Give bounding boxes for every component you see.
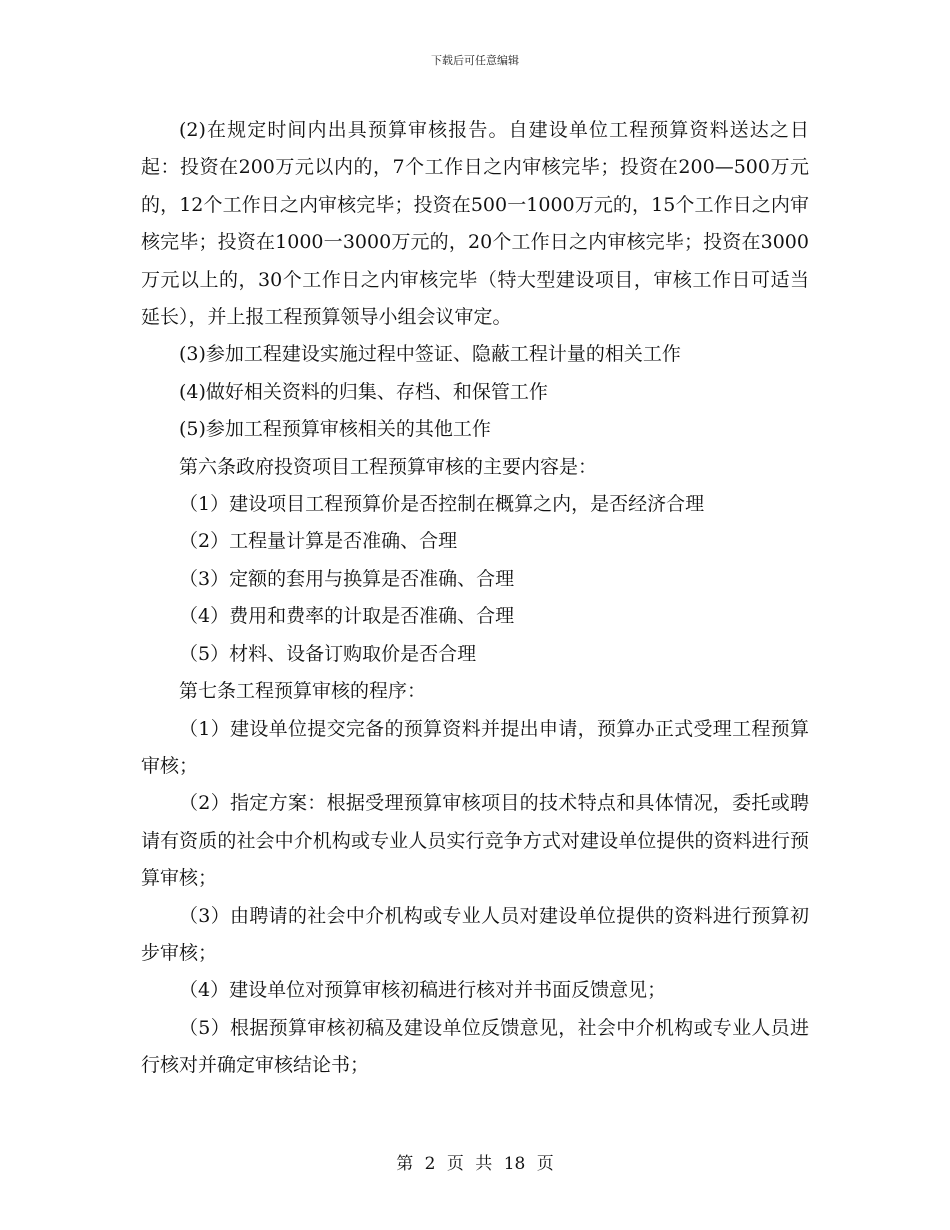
paragraph-review-deadline: (2)在规定时间内出具预算审核报告。自建设单位工程预算资料送达之日起：投资在200万元以内的，7个工作日之内审核完毕；投资在200—500万元的，12个工作日之内审核完毕；投资在500一1000万元的，15个工作日之内审核完毕；投资在1000一3000万元的，20个工作日之内审核完毕；投资在3000万元以上的，30个工作日之内审核完毕（特大型建设项目，审核工作日可适当延长），并上报工程预算领导小组会议审定。 bbox=[141, 119, 809, 329]
article-seven-item-4: （4）建设单位对预算审核初稿进行核对并书面反馈意见； bbox=[179, 979, 667, 1002]
article-six-item-1: （1）建设项目工程预算价是否控制在概算之内，是否经济合理 bbox=[179, 493, 705, 516]
article-six-item-4: （4）费用和费率的计取是否准确、合理 bbox=[179, 605, 515, 628]
article-seven-item-1: （1）建设单位提交完备的预算资料并提出申请，预算办正式受理工程预算审核； bbox=[141, 717, 809, 777]
article-six-item-3: （3）定额的套用与换算是否准确、合理 bbox=[179, 567, 515, 590]
article-six-heading: 第六条政府投资项目工程预算审核的主要内容是： bbox=[179, 455, 598, 478]
article-seven-item-2: （2）指定方案：根据受理预算审核项目的技术特点和具体情况，委托或聘请有资质的社会中介机构或专业人员实行竞争方式对建设单位提供的资料进行预算审核； bbox=[141, 792, 809, 890]
paragraph-item-4: (4)做好相关资料的归集、存档、和保管工作 bbox=[179, 380, 548, 403]
article-seven-item-3: （3）由聘请的社会中介机构或专业人员对建设单位提供的资料进行预算初步审核； bbox=[141, 904, 809, 964]
article-six-item-5: （5）材料、设备订购取价是否合理 bbox=[179, 642, 477, 665]
paragraph-item-3: (3)参加工程建设实施过程中签证、隐蔽工程计量的相关工作 bbox=[179, 343, 681, 366]
article-six-item-2: （2）工程量计算是否准确、合理 bbox=[179, 530, 458, 553]
article-seven-heading: 第七条工程预算审核的程序： bbox=[179, 680, 427, 703]
page-header: 下载后可任意编辑 bbox=[431, 54, 519, 67]
article-seven-item-5: （5）根据预算审核初稿及建设单位反馈意见，社会中介机构或专业人员进行核对并确定审核结论书； bbox=[141, 1016, 809, 1077]
page-number-footer: 第 2 页 共 18 页 bbox=[396, 1154, 554, 1174]
document-body bbox=[141, 112, 809, 1085]
paragraph-item-5: (5)参加工程预算审核相关的其他工作 bbox=[179, 418, 491, 441]
